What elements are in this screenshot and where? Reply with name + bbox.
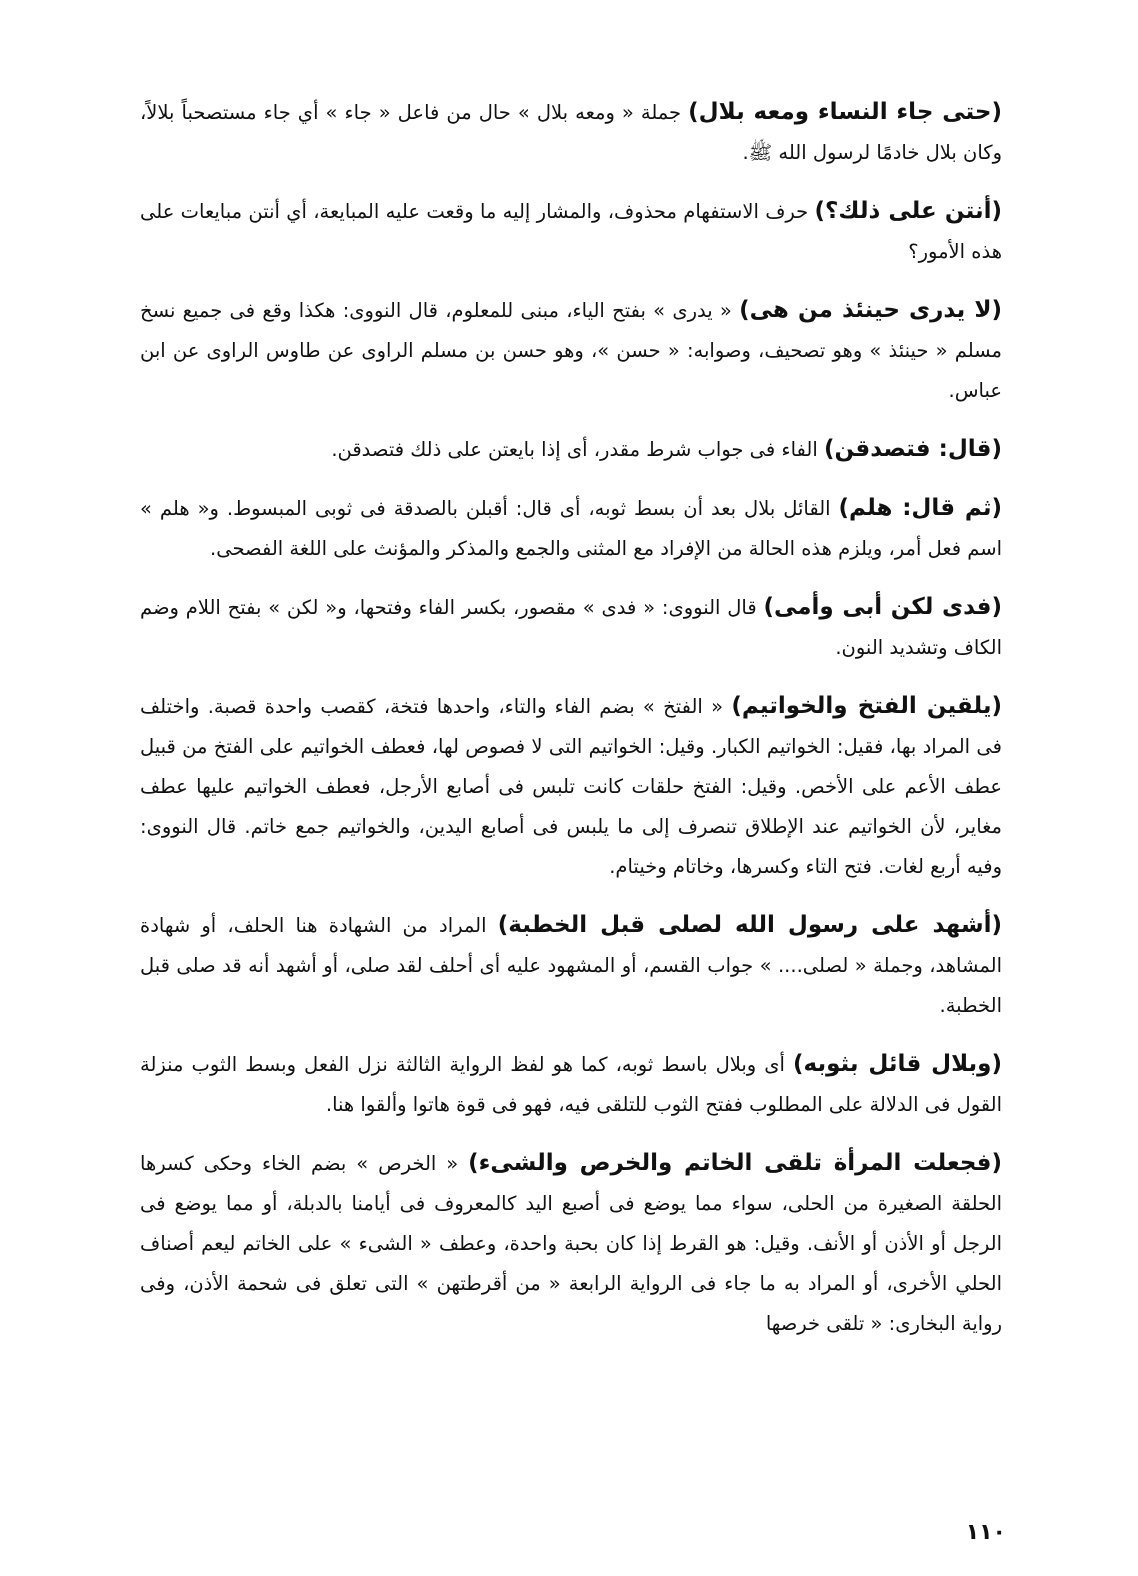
paragraph: [140, 92, 1002, 173]
paragraph-heading: (أنتن على ذلك؟): [814, 198, 1002, 224]
paragraph: [140, 191, 1002, 272]
paragraph: [140, 686, 1002, 887]
paragraph: [140, 290, 1002, 411]
paragraph-text: جملة « ومعه بلال » حال من فاعل « جاء » أي جاء مستصحباً بلالاً، وكان بلال خادمًا لرسول الله ﷺ.: [140, 101, 1002, 164]
paragraph-heading: (فجعلت المرأة تلقى الخاتم والخرص والشىء): [468, 1150, 1003, 1176]
page-number: ١١٠: [965, 1520, 1006, 1545]
paragraph-text: المراد من الشهادة هنا الحلف، أو شهادة المشاهد، وجملة « لصلى.... » جواب القسم، أو المشهود عليه أى أحلف لقد صلى، أو أشهد أنه قد صلى قبل الخطبة.: [140, 914, 1002, 1017]
paragraph-text: حرف الاستفهام محذوف، والمشار إليه ما وقعت عليه المبايعة، أي أنتن مبايعات على هذه الأمور؟: [140, 200, 1002, 263]
paragraph-heading: (حتى جاء النساء ومعه بلال): [688, 99, 1002, 125]
paragraph: [140, 488, 1002, 569]
paragraph-heading: (أشهد على رسول الله لصلى قبل الخطبة): [497, 912, 1002, 938]
paragraph-text: الفاء فى جواب شرط مقدر، أى إذا بايعتن على ذلك فتصدقن.: [331, 438, 824, 461]
paragraph-text: أى وبلال باسط ثوبه، كما هو لفظ الرواية الثالثة نزل الفعل وبسط الثوب منزلة القول فى الدلالة على المطلوب ففتح الثوب للتلقى فيه، فهو فى قوة هاتوا وألقوا هنا.: [140, 1053, 1002, 1116]
paragraph: [140, 1044, 1002, 1125]
paragraph-heading: (قال: فتصدقن): [823, 436, 1002, 462]
paragraph: [140, 1143, 1002, 1344]
page-body: [140, 92, 1002, 1362]
paragraph-text: « يدرى » بفتح الياء، مبنى للمعلوم، قال النووى: هكذا وقع فى جميع نسخ مسلم « حينئذ » وهو تصحيف، وصوابه: « حسن »، وهو حسن بن مسلم الراوى عن طاوس الراوى عن ابن عباس.: [140, 299, 1002, 402]
paragraph-heading: (وبلال قائل بثوبه): [793, 1051, 1002, 1077]
paragraph-heading: (فدى لكن أبى وأمى): [763, 594, 1002, 620]
paragraph-text: « الخرص » بضم الخاء وحكى كسرها الحلقة الصغيرة من الحلى، سواء مما يوضع فى أصبع اليد كالمعروف فى أيامنا بالدبلة، أو مما يوضع فى الرجل أو الأذن أو الأنف. وقيل: هو القرط إذا كان بحبة واحدة، وعطف « الشىء » على الخاتم ليعم أصناف الحلي الأخرى، أو المراد به ما جاء فى الرواية الرابعة « من أقرطتهن » التى تعلق فى شحمة الأذن، وفى رواية البخارى: « تلقى خرصها: [140, 1152, 1002, 1335]
paragraph: [140, 905, 1002, 1026]
paragraph: [140, 429, 1002, 470]
paragraph-text: القائل بلال بعد أن بسط ثوبه، أى قال: أقبلن بالصدقة فى ثوبى المبسوط. و« هلم » اسم فعل أمر، ويلزم هذه الحالة من الإفراد مع المثنى والجمع والمذكر والمؤنث على اللغة الفصحى.: [140, 497, 1002, 560]
paragraph-heading: (ثم قال: هلم): [838, 495, 1002, 521]
paragraph-heading: (يلقين الفتخ والخواتيم): [731, 693, 1003, 719]
paragraph-text: قال النووى: « فدى » مقصور، بكسر الفاء وفتحها، و« لكن » بفتح اللام وضم الكاف وتشديد النون.: [140, 596, 1002, 659]
paragraph-heading: (لا يدرى حينئذ من هى): [739, 297, 1003, 323]
paragraph-text: « الفتخ » بضم الفاء والتاء، واحدها فتخة، كقصب واحدة قصبة. واختلف فى المراد بها، فقيل: الخواتيم الكبار. وقيل: الخواتيم التى لا فصوص لها، فعطف الخواتيم على الفتخ من قبيل عطف الأعم على الأخص. وقيل: الفتخ حلقات كانت تلبس فى أصابع الأرجل، فعطف الخواتيم عليها عطف مغاير، لأن الخواتيم عند الإطلاق تنصرف إلى ما يلبس فى أصابع اليدين، والخواتيم جمع خاتم. قال النووى: وفيه أربع لغات. فتح التاء وكسرها، وخاتام وخيتام.: [140, 695, 1002, 878]
paragraph: [140, 587, 1002, 668]
